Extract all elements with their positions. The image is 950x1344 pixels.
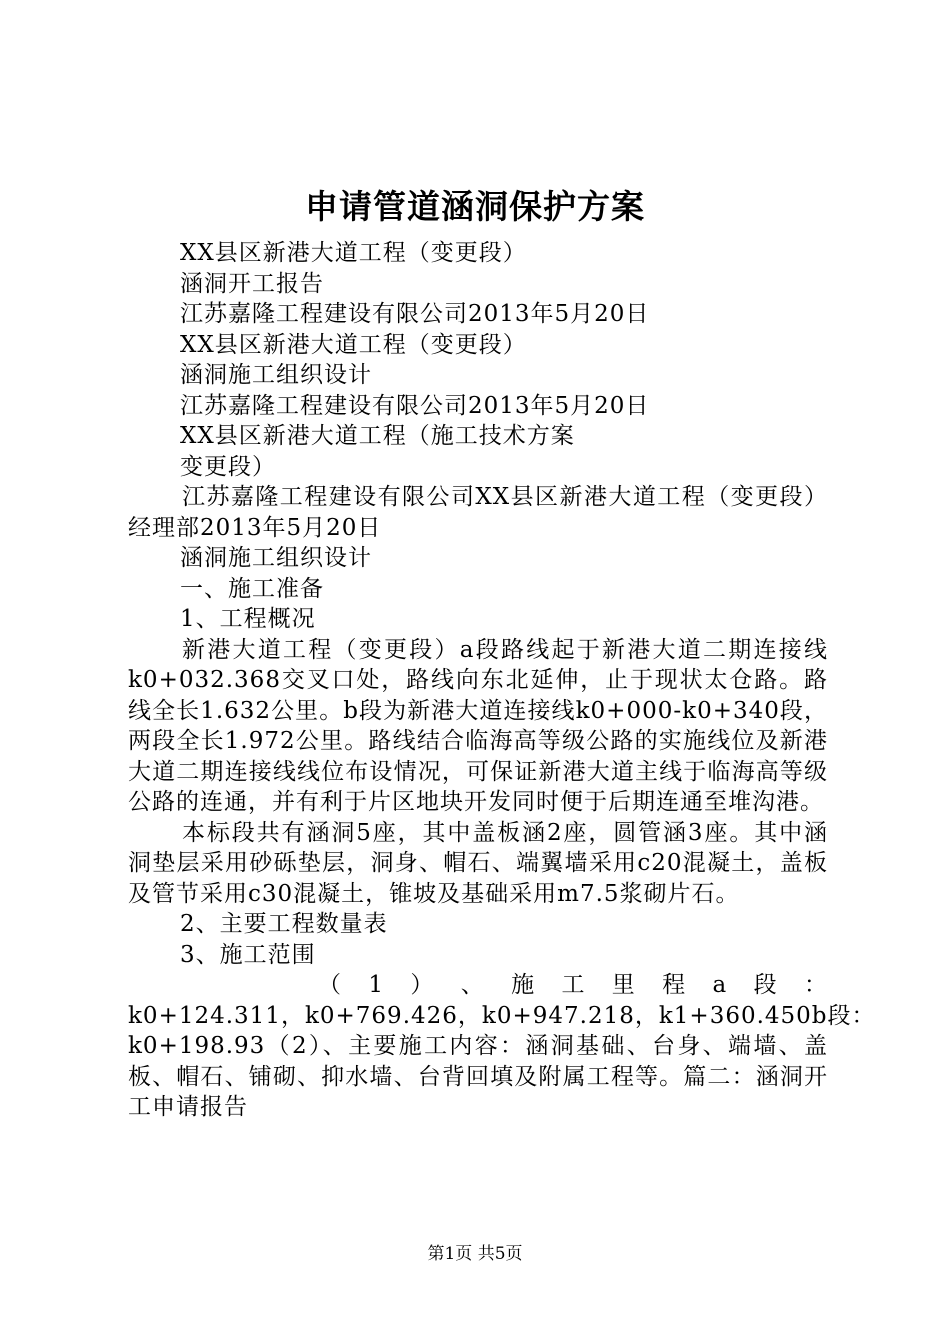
scope-token: ： bbox=[803, 972, 828, 998]
scope-token: k1+360.450b bbox=[658, 1002, 828, 1029]
paragraph-company: 江苏嘉隆工程建设有限公司XX县区新港大道工程（变更段）经理部2013年5月20日 bbox=[128, 484, 828, 541]
scope-token: 施 bbox=[511, 972, 536, 998]
subsection-heading: 3、施工范围 bbox=[180, 941, 316, 968]
text-line: 涵洞施工组织设计 bbox=[180, 545, 372, 571]
text-line: 江苏嘉隆工程建设有限公司2013年5月20日 bbox=[180, 301, 650, 327]
scope-token: ， bbox=[634, 1002, 659, 1029]
paragraph-culverts: 本标段共有涵洞5座，其中盖板涵2座，圆管涵3座。其中涵洞垫层采用砂砾垫层，洞身、帽石、端翼墙采用c20混凝土，盖板及管节采用c30混凝土，锥坡及基础采用m7.5浆砌片石。 bbox=[128, 819, 828, 907]
scope-token: 里 bbox=[611, 972, 636, 998]
document-title: 申请管道涵洞保护方案 bbox=[305, 187, 645, 226]
text-line: 江苏嘉隆工程建设有限公司2013年5月20日 bbox=[180, 392, 650, 419]
scope-token: k0+124.311 bbox=[128, 1002, 281, 1029]
text-line: XX县区新港大道工程（施工技术方案 bbox=[180, 423, 575, 449]
paragraph-overview: 新港大道工程（变更段）a段路线起于新港大道二期连接线k0+032.368交叉口处，路线向东北延伸，止于现状太仓路。路线全长1.632公里。b段为新港大道连接线k0+000-k0+340段，两段全长1.972公里。路线结合临海高等级公路的实施线位及新港大道二期连接线线位布设情况，可保证新港大道主线于临海高等级公路的连通，并有利于片区地块开发同时便于后期连通至堆沟港。 bbox=[128, 636, 828, 815]
scope-token: ： bbox=[851, 1002, 876, 1029]
scope-token: a bbox=[712, 972, 728, 998]
scope-token: 、 bbox=[460, 972, 485, 998]
text-line: 变更段） bbox=[180, 453, 276, 480]
text-line: XX县区新港大道工程（变更段） bbox=[180, 331, 527, 358]
scope-token: 工 bbox=[561, 972, 586, 998]
paragraph-scope: k0+198.93（2）、主要施工内容：涵洞基础、台身、端墙、盖板、帽石、铺砌、抑水墙、台背回填及附属工程等。篇二：涵洞开工申请报告 bbox=[128, 1033, 828, 1120]
scope-token: 段 bbox=[827, 1002, 852, 1029]
scope-token: ， bbox=[280, 1002, 305, 1029]
scope-token: k0+769.426 bbox=[304, 1002, 458, 1029]
scope-line-2 bbox=[128, 1001, 876, 1032]
scope-token: 段 bbox=[753, 972, 778, 998]
scope-token: （ bbox=[318, 972, 342, 998]
text-line: XX县区新港大道工程（变更段） bbox=[180, 240, 527, 266]
scope-token: ， bbox=[457, 1002, 482, 1029]
page-footer: 第1页 共5页 bbox=[427, 1244, 523, 1264]
subsection-heading: 2、主要工程数量表 bbox=[180, 911, 388, 937]
document-body bbox=[128, 238, 876, 1123]
text-line: 涵洞开工报告 bbox=[180, 270, 324, 297]
subsection-heading: 1、工程概况 bbox=[180, 606, 316, 632]
scope-token: 程 bbox=[662, 972, 687, 998]
section-heading: 一、施工准备 bbox=[180, 575, 324, 602]
scope-line-1 bbox=[128, 970, 828, 1001]
scope-token: 1 bbox=[368, 972, 384, 998]
text-line: 涵洞施工组织设计 bbox=[180, 362, 372, 388]
scope-token: k0+947.218 bbox=[481, 1002, 635, 1029]
scope-token: ） bbox=[410, 972, 435, 998]
